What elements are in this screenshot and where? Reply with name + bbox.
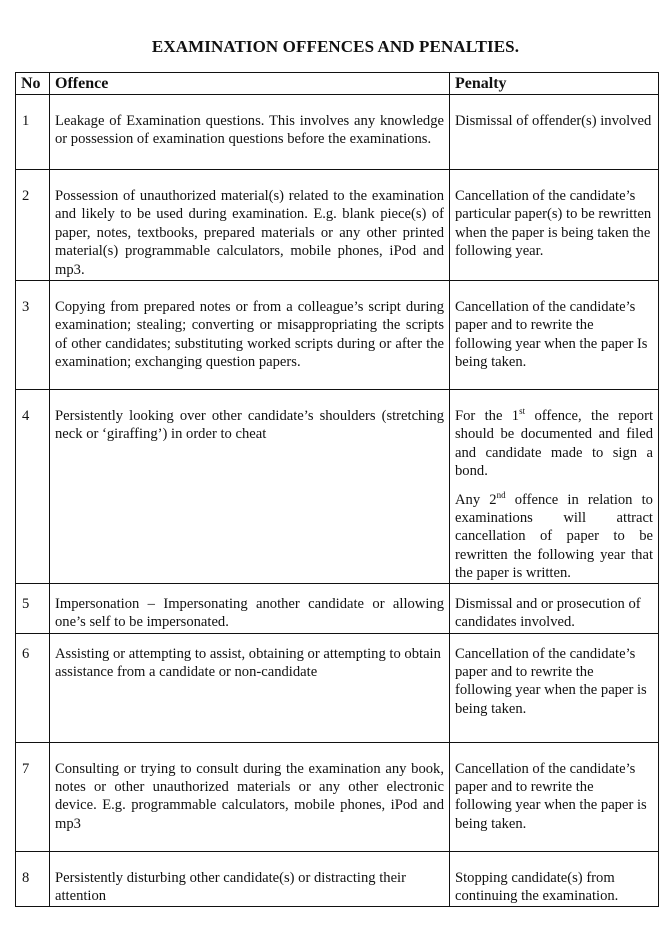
table-row: [16, 851, 659, 907]
penalty-cell: Cancellation of the candidate’s paper and to rewrite the following year when the paper is being taken.: [450, 633, 659, 742]
row-number: 8: [16, 851, 50, 907]
header-offence: Offence: [50, 73, 450, 95]
row-number: 4: [16, 390, 50, 584]
penalty-first-offence: For the 1st offence, the report should be documented and filed and candidate made to sign a bond.: [455, 406, 653, 480]
table-row: [16, 633, 659, 742]
penalty-cell: Dismissal of offender(s) involved: [450, 95, 659, 170]
table-header-row: [16, 73, 659, 95]
offence-cell: Copying from prepared notes or from a colleague’s script during examination; stealing; converting or misappropriating the scripts of other candidates; substituting worked scripts during or after the examination; exchanging question papers.: [50, 281, 450, 390]
penalty-second-offence: Any 2nd offence in relation to examinations will attract cancellation of paper to be rewritten the following year that the paper is written.: [455, 489, 653, 582]
offence-cell: Persistently looking over other candidate’s shoulders (stretching neck or ‘giraffing’) in order to cheat: [50, 390, 450, 584]
offences-table: [15, 72, 659, 907]
table-row: [16, 742, 659, 851]
offence-cell: Persistently disturbing other candidate(s) or distracting their attention: [50, 851, 450, 907]
row-number: 1: [16, 95, 50, 170]
header-no: No: [16, 73, 50, 95]
penalty-cell: Cancellation of the candidate’s paper and to rewrite the following year when the paper is being taken.: [450, 742, 659, 851]
row-number: 2: [16, 170, 50, 281]
row-number: 7: [16, 742, 50, 851]
offence-cell: Possession of unauthorized material(s) related to the examination and likely to be used during examination. E.g. blank piece(s) of paper, notes, textbooks, prepared materials or any other printed material(s) programmable calculators, mobile phones, iPod and mp3.: [50, 170, 450, 281]
row-number: 6: [16, 633, 50, 742]
header-penalty: Penalty: [450, 73, 659, 95]
table-row: [16, 281, 659, 390]
penalty-cell: Cancellation of the candidate’s particular paper(s) to be rewritten when the paper is being taken the following year.: [450, 170, 659, 281]
table-row: [16, 390, 659, 584]
penalty-cell: [450, 390, 659, 584]
penalty-cell: Cancellation of the candidate’s paper and to rewrite the following year when the paper Is being taken.: [450, 281, 659, 390]
table-row: [16, 95, 659, 170]
row-number: 5: [16, 583, 50, 633]
offence-cell: Leakage of Examination questions. This involves any knowledge or possession of examination questions before the examinations.: [50, 95, 450, 170]
offence-cell: Impersonation – Impersonating another candidate or allowing one’s self to be impersonated.: [50, 583, 450, 633]
penalty-cell: Stopping candidate(s) from continuing the examination.: [450, 851, 659, 907]
row-number: 3: [16, 281, 50, 390]
penalty-cell: Dismissal and or prosecution of candidates involved.: [450, 583, 659, 633]
offence-cell: Assisting or attempting to assist, obtaining or attempting to obtain assistance from a candidate or non-candidate: [50, 633, 450, 742]
table-row: [16, 583, 659, 633]
offence-cell: Consulting or trying to consult during the examination any book, notes or other unauthorized materials or any other electronic device. E.g. programmable calculators, mobile phones, iPod and mp3: [50, 742, 450, 851]
document-title: EXAMINATION OFFENCES AND PENALTIES.: [151, 37, 520, 56]
table-row: [16, 170, 659, 281]
